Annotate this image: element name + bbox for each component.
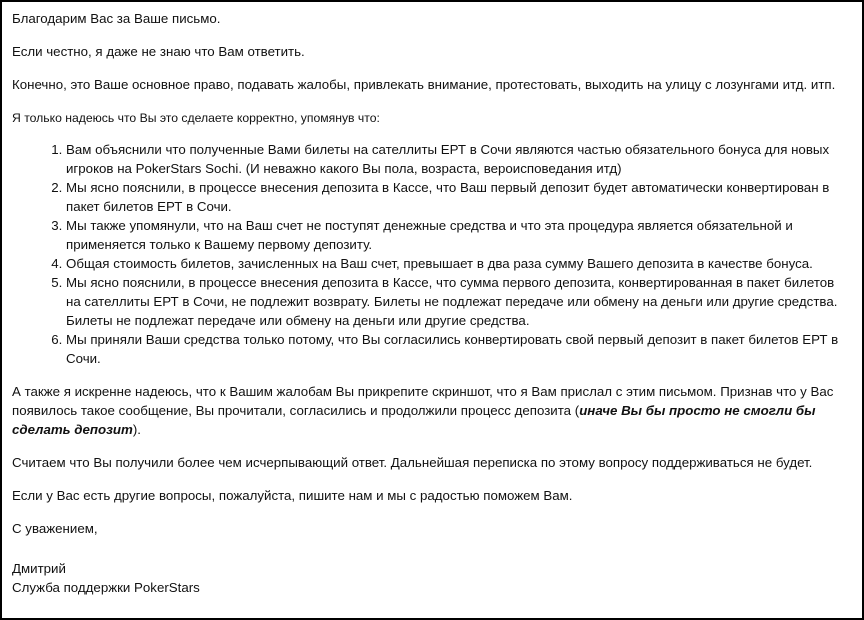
paragraph-6: Если у Вас есть другие вопросы, пожалуйста, пишите нам и мы с радостью поможем Вам. — [12, 488, 573, 503]
greeting-text: Благодарим Вас за Ваше письмо. — [12, 11, 221, 26]
points-list — [12, 140, 847, 368]
paragraph-2: Конечно, это Ваше основное право, подавать жалобы, привлекать внимание, протестовать, выходить на улицу с лозунгами итд. итп. — [12, 77, 836, 92]
closing-text: С уважением, — [12, 521, 98, 536]
paragraph-4-emphasis: иначе Вы бы просто не смогли бы сделать депозит — [12, 403, 816, 437]
email-body — [12, 9, 847, 597]
list-item: 1. Вам объяснили что полученные Вами билеты на сателлиты ЕРТ в Сочи являются частью обязательного бонуса для новых игроков на PokerStars Sochi. (И неважно какого Вы пола, возраста, вероисповедания итд) — [66, 140, 847, 178]
paragraph-1: Если честно, я даже не знаю что Вам ответить. — [12, 44, 305, 59]
paragraph-4 — [12, 382, 847, 439]
list-item: 6. Мы приняли Ваши средства только потому, что Вы согласились конвертировать свой первый депозит в пакет билетов ЕРТ в Сочи. — [66, 330, 847, 368]
paragraph-5: Считаем что Вы получили более чем исчерпывающий ответ. Дальнейшая переписка по этому вопросу поддерживаться не будет. — [12, 455, 813, 470]
paragraph-4-start: А также я искренне надеюсь, что к Вашим жалобам Вы прикрепите скриншот, что я Вам прислал с этим письмом. Признав что у Вас появилось такое сообщение, Вы прочитали, согласились и продолжили процесс депозита ( — [12, 384, 834, 418]
list-item: 2. Мы ясно пояснили, в процессе внесения депозита в Кассе, что Ваш первый депозит будет автоматически конвертирован в пакет билетов ЕРТ в Сочи. — [66, 178, 847, 216]
signature-team: Служба поддержки PokerStars — [12, 580, 200, 595]
signature-name: Дмитрий — [12, 561, 66, 576]
paragraph-3: Я только надеюсь что Вы это сделаете корректно, упомянув что: — [12, 111, 380, 125]
paragraph-4-end: ). — [132, 422, 141, 437]
list-item: 4. Общая стоимость билетов, зачисленных на Ваш счет, превышает в два раза сумму Вашего депозита в качестве бонуса. — [66, 254, 847, 273]
list-item: 3. Мы также упомянули, что на Ваш счет не поступят денежные средства и что эта процедура является обязательной и применяется только к Вашему первому депозиту. — [66, 216, 847, 254]
list-item: 5. Мы ясно пояснили, в процессе внесения депозита в Кассе, что сумма первого депозита, конвертированная в пакет билетов на сателлиты ЕРТ в Сочи, не подлежит возврату. Билеты не подлежат передаче или обмену на деньги или другие средства. Билеты не подлежат передаче или обмену на деньги или другие средства. — [66, 273, 847, 330]
